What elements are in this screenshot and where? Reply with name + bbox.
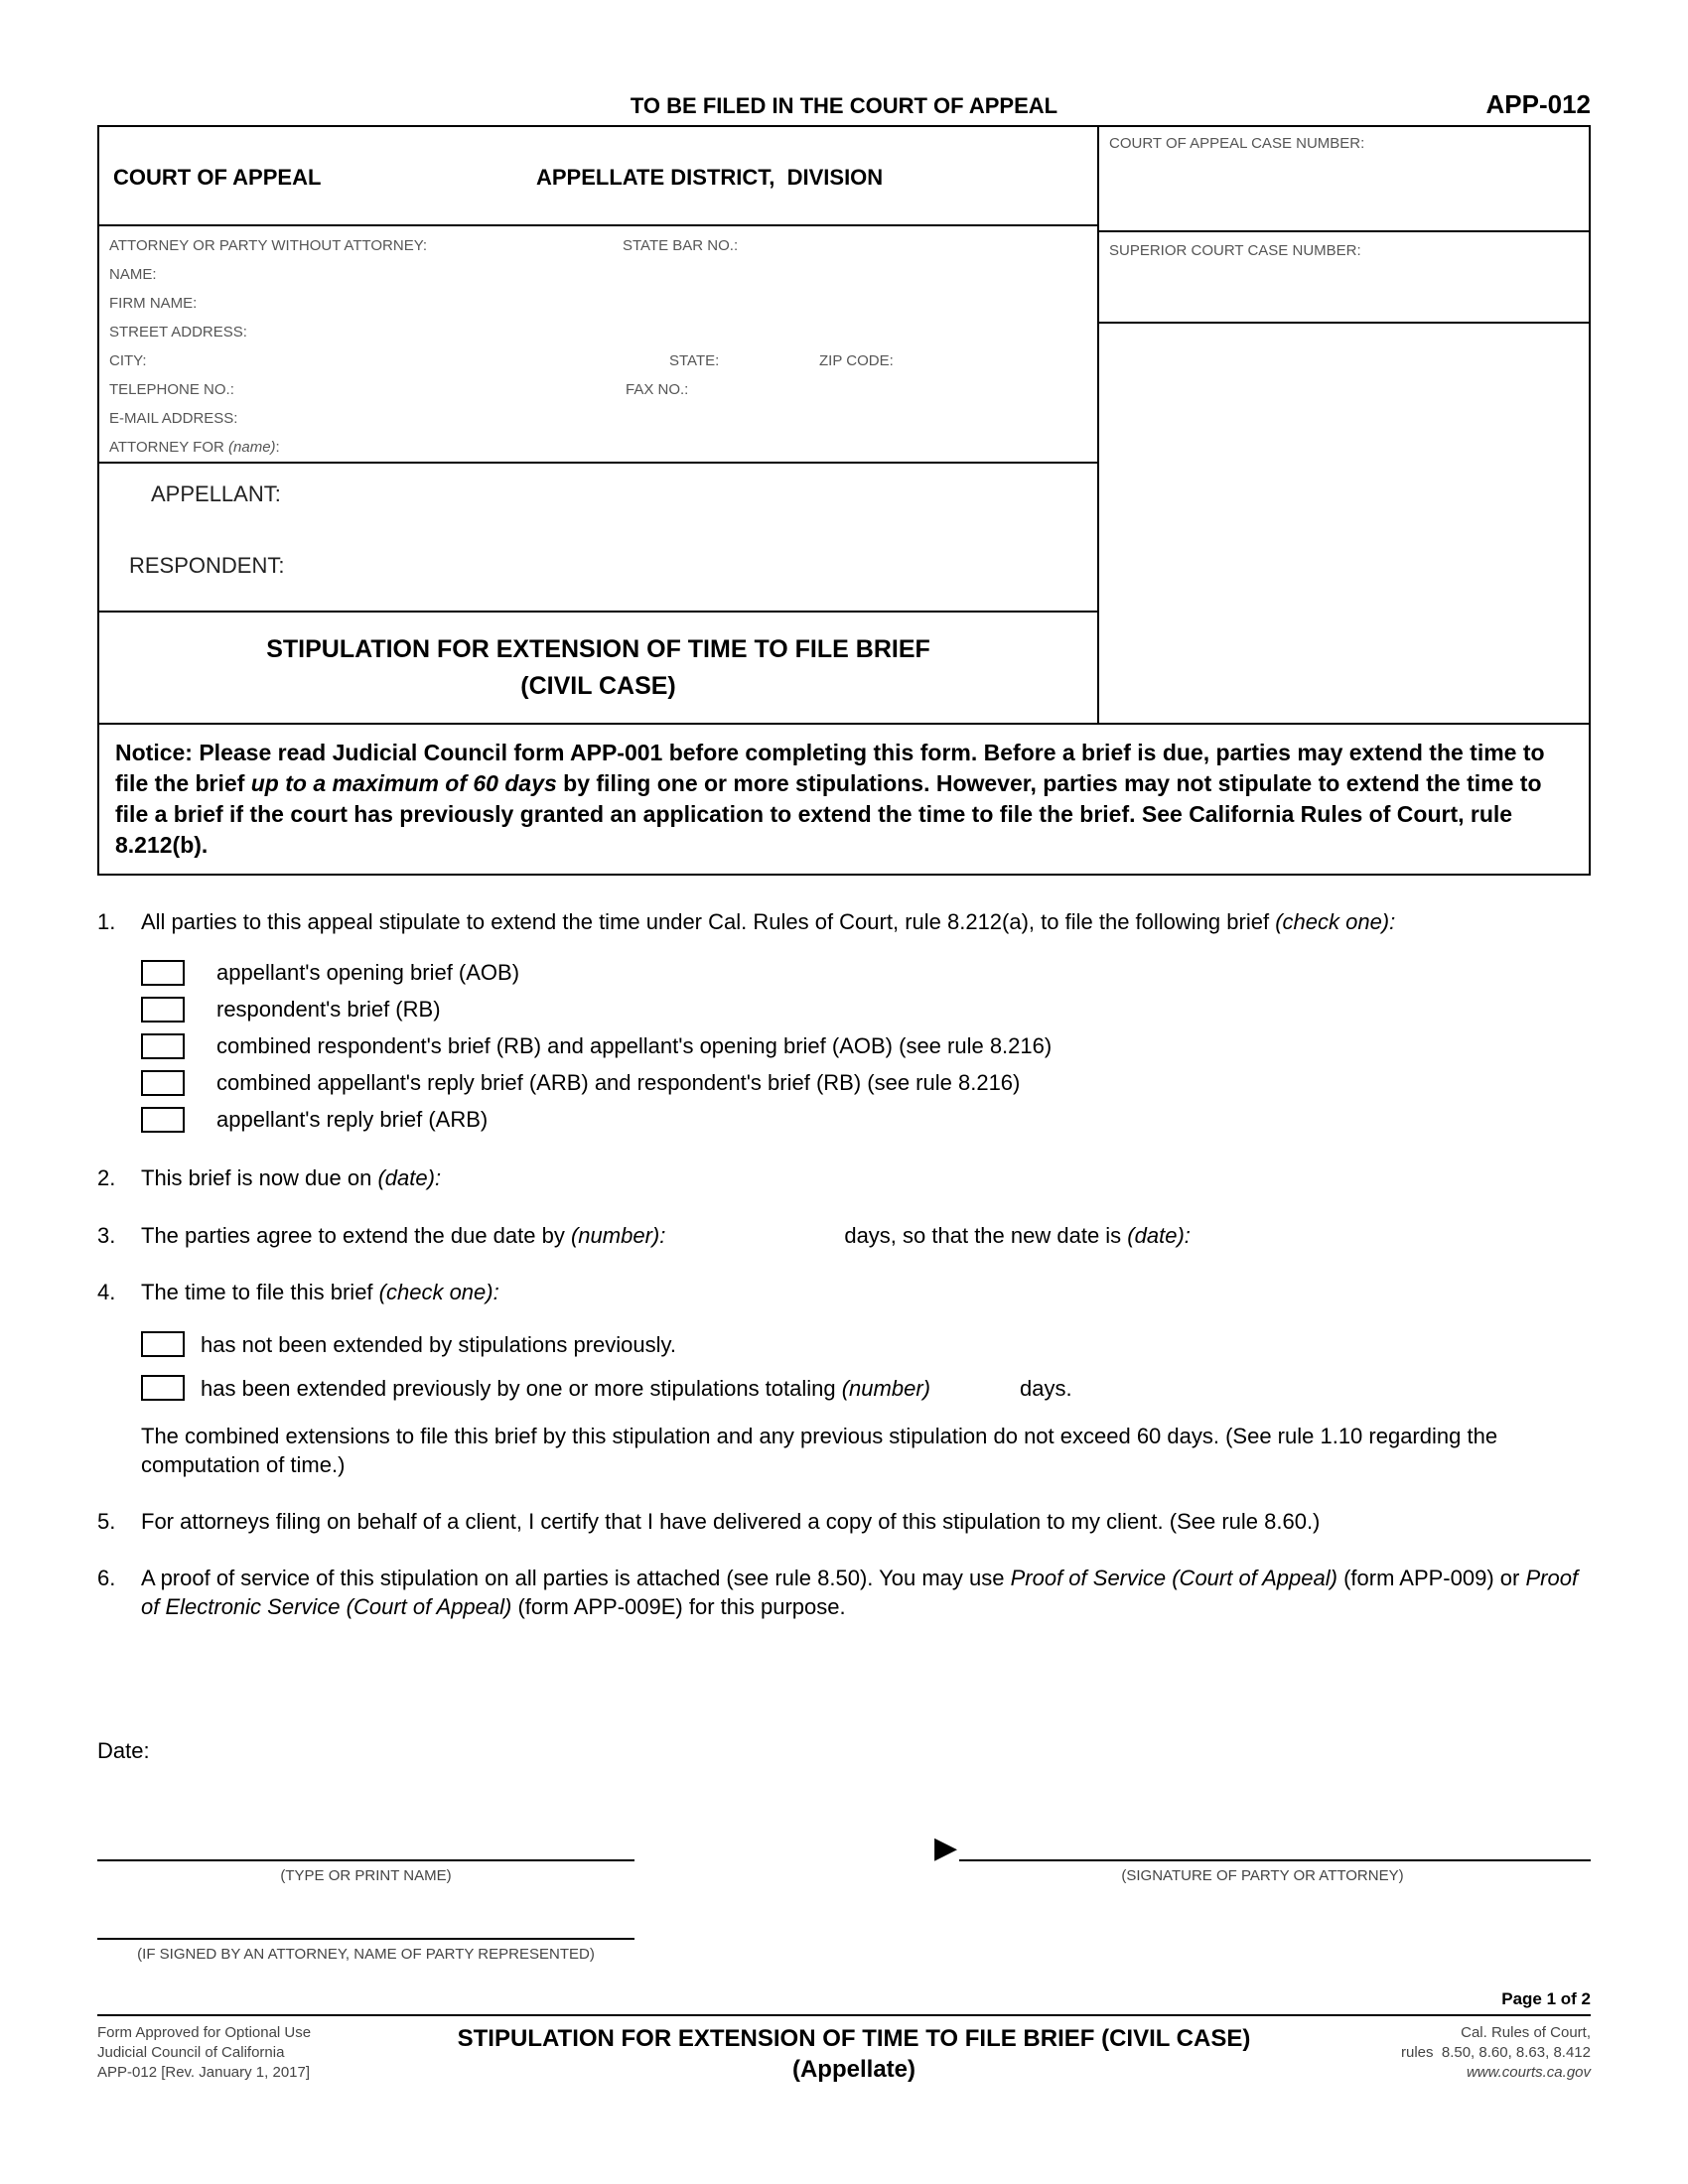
footer-form-title-line1: STIPULATION FOR EXTENSION OF TIME TO FILE BRIEF (CIVIL CASE) — [457, 2025, 1251, 2052]
item-2-body — [141, 1163, 1591, 1192]
court-of-appeal-case-number-label: COURT OF APPEAL CASE NUMBER: — [1109, 135, 1365, 152]
notice-text-part3: by filing one or more stipulations. However, parties may not stipulate to extend the time to file a brief if the court has previously granted an application to extend the time to file the brief. See California Rules of Court, rule 8.212(b). — [115, 770, 1542, 858]
checkbox-combined-arb-rb[interactable] — [141, 1070, 185, 1096]
appellate-district-label: APPELLATE DISTRICT, DIVISION — [536, 165, 884, 190]
email-label: E-MAIL ADDRESS: — [109, 410, 238, 427]
checkbox-respondents-brief[interactable] — [141, 997, 185, 1023]
item-3-text: The parties agree to extend the due date by (number): days, so that the new date is (date): — [141, 1223, 1191, 1248]
item-3 — [97, 1221, 1591, 1250]
respondent-field[interactable]: RESPONDENT: — [129, 553, 285, 578]
item-6-text: A proof of service of this stipulation on all parties is attached (see rule 8.50). You may use Proof of Service (Court of Appeal) (form APP-009) or Proof of Electronic Service (Court of Appeal) (form APP-009E) for this purpose. — [141, 1566, 1579, 1619]
type-print-name-block — [97, 1828, 634, 1884]
item-3-body — [141, 1221, 1591, 1250]
form-title — [99, 613, 1097, 723]
extension-history-options — [141, 1326, 1591, 1406]
combined-extensions-note: The combined extensions to file this brief by this stipulation and any previous stipulation do not exceed 60 days. (See rule 1.10 regarding the computation of time.) — [141, 1424, 1498, 1477]
item-5-text: For attorneys filing on behalf of a client, I certify that I have delivered a copy of this stipulation to my client. (See rule 8.60.) — [141, 1509, 1321, 1534]
checkbox-extended-previously[interactable] — [141, 1375, 185, 1401]
option-rb-label: respondent's brief (RB) — [216, 997, 441, 1022]
item-4-number: 4. — [97, 1280, 116, 1304]
fax-label: FAX NO.: — [626, 381, 689, 398]
item-1-body — [141, 907, 1591, 1138]
brief-type-options — [141, 954, 1591, 1138]
name-row[interactable] — [109, 260, 1097, 289]
item-2-number: 2. — [97, 1165, 116, 1190]
checkbox-appellants-reply-brief[interactable] — [141, 1107, 185, 1133]
option-aob — [141, 954, 1591, 991]
signature-block — [934, 1828, 1591, 1884]
item-2-text: This brief is now due on (date): — [141, 1165, 442, 1190]
item-5-body — [141, 1507, 1591, 1536]
firm-name-label: FIRM NAME: — [109, 295, 198, 312]
telephone-label: TELEPHONE NO.: — [109, 381, 234, 398]
firm-name-row[interactable] — [109, 289, 1097, 318]
option-not-extended — [141, 1326, 1591, 1362]
type-print-name-line[interactable] — [97, 1828, 634, 1861]
signature-row — [97, 1828, 1591, 1884]
street-address-row[interactable] — [109, 318, 1097, 346]
item-6-number: 6. — [97, 1566, 116, 1590]
signature-caption: (SIGNATURE OF PARTY OR ATTORNEY) — [1121, 1867, 1404, 1884]
city-state-zip-row[interactable] — [109, 346, 1097, 375]
caption-right-empty-area — [1099, 324, 1589, 723]
email-row[interactable] — [109, 404, 1097, 433]
top-header — [97, 89, 1591, 125]
street-address-label: STREET ADDRESS: — [109, 324, 247, 341]
signature-arrow-icon: ▶ — [934, 1832, 958, 1864]
footer-website: www.courts.ca.gov — [1466, 2064, 1591, 2081]
notice-text-part1: Notice: Please read Judicial Council form APP-001 before completing this form. Before a brief is due, parties may extend the time to file the brief — [115, 740, 1545, 796]
superior-court-case-number-label: SUPERIOR COURT CASE NUMBER: — [1109, 242, 1361, 259]
option-combined-rb-aob — [141, 1027, 1591, 1064]
zip-code-label: ZIP CODE: — [819, 352, 894, 369]
caption-left-column — [99, 127, 1099, 723]
attorney-for-row[interactable] — [109, 433, 1097, 462]
telephone-fax-row[interactable] — [109, 375, 1097, 404]
signature-line[interactable] — [959, 1828, 1591, 1861]
option-not-extended-label: has not been extended by stipulations previously. — [201, 1331, 677, 1357]
checkbox-combined-rb-aob[interactable] — [141, 1033, 185, 1059]
form-title-line1: STIPULATION FOR EXTENSION OF TIME TO FILE BRIEF — [266, 634, 930, 663]
option-rb — [141, 991, 1591, 1027]
item-6 — [97, 1564, 1591, 1621]
form-number: APP-012 — [1485, 89, 1591, 119]
party-represented-line[interactable] — [97, 1916, 634, 1940]
footer-rules-block — [1342, 2023, 1591, 2083]
caption-right-column — [1099, 127, 1589, 723]
checkbox-appellants-opening-brief[interactable] — [141, 960, 185, 986]
item-5-number: 5. — [97, 1509, 116, 1534]
footer-approval-line3: APP-012 [Rev. January 1, 2017] — [97, 2064, 311, 2081]
item-1-text: All parties to this appeal stipulate to extend the time under Cal. Rules of Court, rule 8.212(a), to file the following brief (check one): — [141, 909, 1396, 934]
city-label: CITY: — [109, 352, 147, 369]
extend-days-fill-space[interactable] — [665, 1241, 844, 1243]
name-label: NAME: — [109, 266, 157, 283]
state-bar-label: STATE BAR NO.: — [623, 237, 739, 254]
item-4-text: The time to file this brief (check one): — [141, 1280, 499, 1304]
date-field[interactable]: Date: — [97, 1738, 150, 1763]
footer-rule — [97, 2014, 1591, 2016]
footer-approval-line1: Form Approved for Optional Use — [97, 2024, 312, 2041]
caption-box — [97, 125, 1591, 725]
party-represented-caption: (IF SIGNED BY AN ATTORNEY, NAME OF PARTY REPRESENTED) — [137, 1946, 595, 1963]
item-5 — [97, 1507, 1591, 1536]
item-4-body — [141, 1278, 1591, 1479]
item-1 — [97, 907, 1591, 1138]
state-label: STATE: — [669, 352, 720, 369]
footer-form-title-line2: (Appellate) — [791, 2056, 915, 2083]
footer-rules-line1: Cal. Rules of Court, — [1461, 2024, 1591, 2041]
item-3-number: 3. — [97, 1223, 116, 1248]
item-1-number: 1. — [97, 909, 116, 934]
court-of-appeal-case-number-field[interactable] — [1099, 127, 1589, 232]
notice-box — [97, 723, 1591, 876]
item-2 — [97, 1163, 1591, 1192]
footer-approval-block — [97, 2023, 365, 2083]
page-footer — [97, 1989, 1591, 2085]
option-combined-rb-aob-label: combined respondent's brief (RB) and appellant's opening brief (AOB) (see rule 8.216) — [216, 1033, 1053, 1058]
type-print-name-caption: (TYPE OR PRINT NAME) — [280, 1867, 452, 1884]
form-title-line2: (CIVIL CASE) — [520, 671, 676, 700]
appellant-field[interactable]: APPELLANT: — [151, 481, 281, 506]
attorney-party-row[interactable] — [109, 231, 1097, 260]
footer-approval-line2: Judicial Council of California — [97, 2044, 285, 2061]
checkbox-not-extended-previously[interactable] — [141, 1331, 185, 1357]
option-combined-arb-rb-label: combined appellant's reply brief (ARB) and respondent's brief (RB) (see rule 8.216) — [216, 1070, 1021, 1095]
attorney-block — [99, 226, 1097, 464]
filed-note: TO BE FILED IN THE COURT OF APPEAL — [630, 93, 1058, 118]
form-items — [97, 907, 1591, 1621]
party-represented-block — [97, 1916, 634, 1963]
attorney-for-label: ATTORNEY FOR (name): — [109, 439, 280, 456]
option-arb — [141, 1101, 1591, 1138]
court-of-appeal-label: COURT OF APPEAL — [113, 165, 322, 190]
option-extended-previously — [141, 1370, 1591, 1406]
option-combined-arb-rb — [141, 1064, 1591, 1101]
footer-rules-line2: rules 8.50, 8.60, 8.63, 8.412 — [1401, 2044, 1591, 2061]
footer-form-title — [365, 2023, 1342, 2085]
footer-columns — [97, 2023, 1591, 2085]
item-6-body — [141, 1564, 1591, 1621]
notice-text-italic: up to a maximum of 60 days — [250, 770, 557, 796]
attorney-party-label: ATTORNEY OR PARTY WITHOUT ATTORNEY: — [109, 237, 428, 254]
court-row — [99, 127, 1097, 226]
page-number: Page 1 of 2 — [1501, 1989, 1591, 2008]
parties-block — [99, 464, 1097, 613]
form-content — [97, 89, 1591, 1963]
totaling-days-fill-space[interactable] — [930, 1394, 1020, 1396]
superior-court-case-number-field[interactable] — [1099, 232, 1589, 324]
item-4 — [97, 1278, 1591, 1479]
option-aob-label: appellant's opening brief (AOB) — [216, 960, 520, 985]
signature-line-wrap — [934, 1828, 1591, 1864]
option-arb-label: appellant's reply brief (ARB) — [216, 1107, 489, 1132]
option-extended-previously-label: has been extended previously by one or more stipulations totaling (number) days. — [201, 1375, 1072, 1401]
